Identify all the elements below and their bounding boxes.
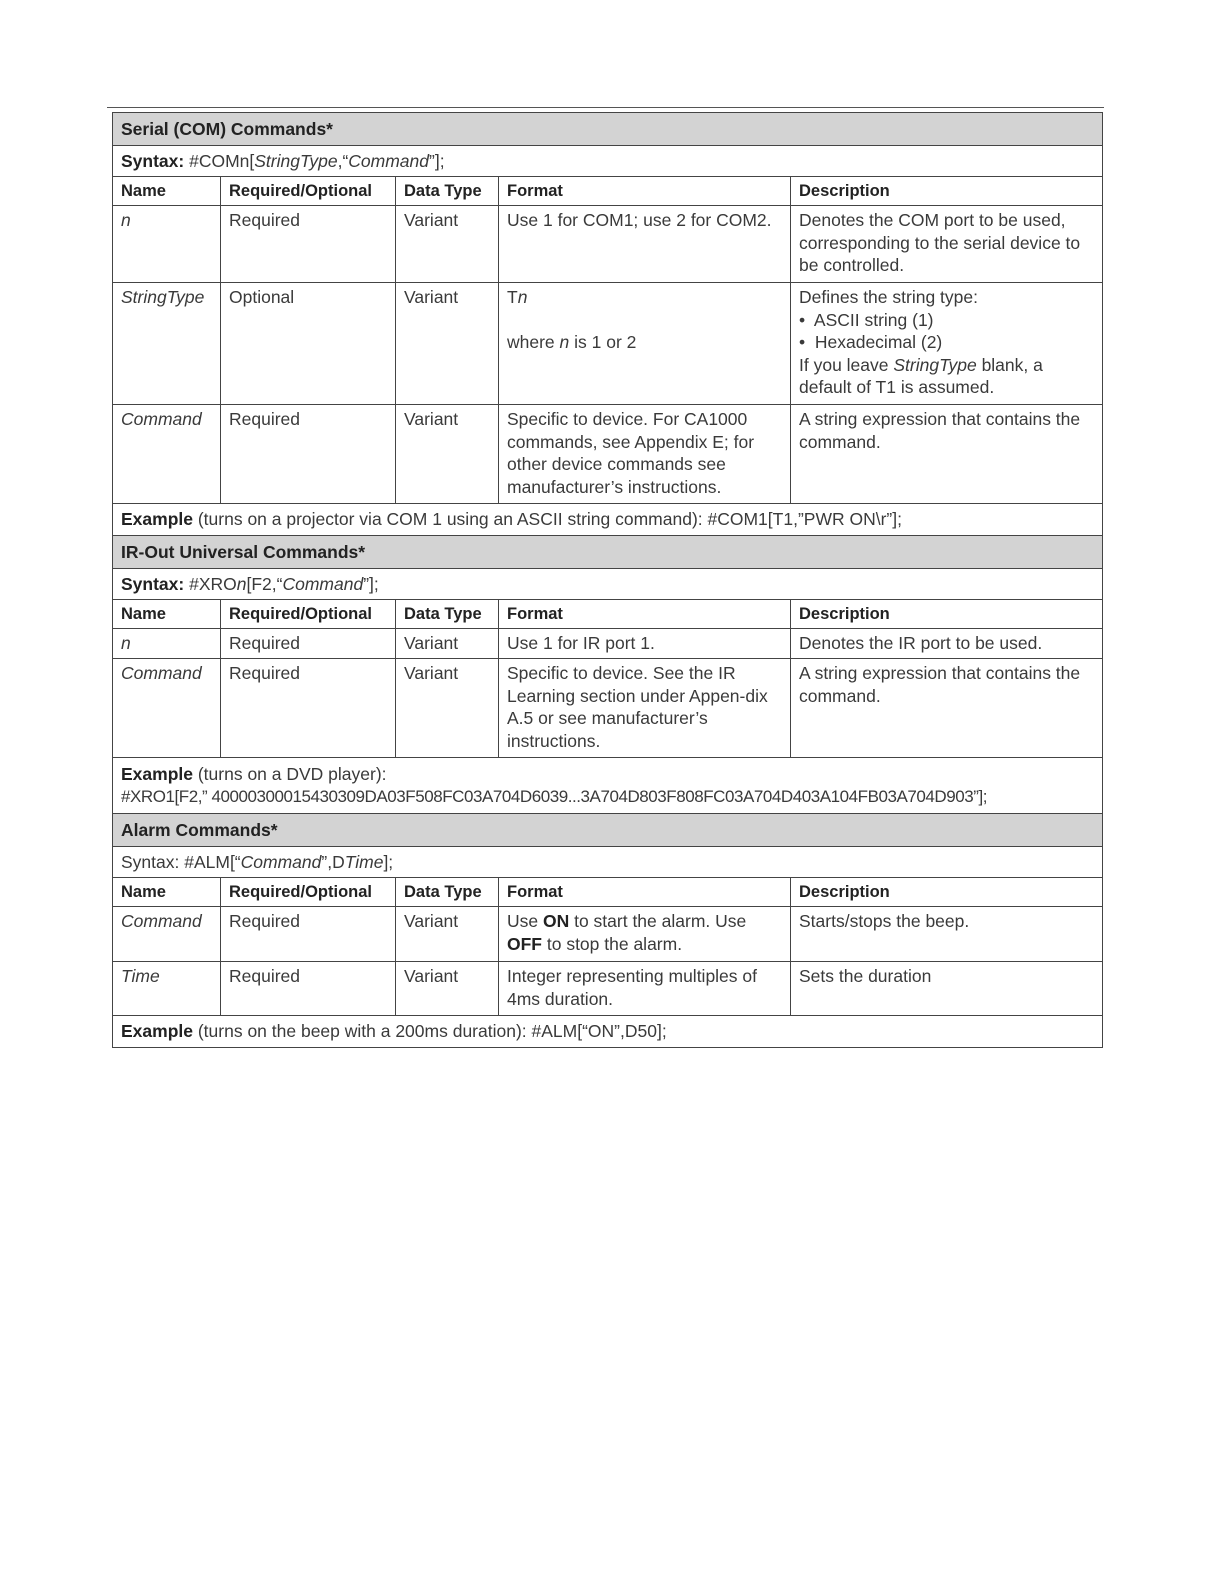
- col-header: Description: [791, 878, 1103, 907]
- col-header: Name: [113, 600, 221, 629]
- format-part: T: [507, 287, 518, 307]
- example-line: [113, 1016, 1103, 1048]
- syntax-part: ”];: [363, 573, 379, 594]
- bullet-text: ASCII string (1): [813, 309, 934, 330]
- desc-part: If you leave: [799, 354, 894, 375]
- syntax-label: Syntax:: [121, 150, 185, 171]
- syntax-part: Command: [348, 150, 430, 171]
- table-row: [113, 962, 1103, 1016]
- syntax-part: n: [236, 573, 247, 594]
- format-part: ON: [542, 911, 570, 931]
- param-description: [791, 283, 1103, 405]
- syntax-part: Syntax: #ALM[“: [121, 851, 241, 872]
- param-name: Command: [113, 907, 221, 962]
- param-type: Variant: [396, 659, 499, 758]
- format-part: OFF: [507, 933, 542, 954]
- param-required: Required: [221, 962, 396, 1016]
- example-row: [113, 1016, 1103, 1048]
- example-label: Example: [121, 509, 193, 530]
- col-header: Data Type: [396, 177, 499, 206]
- section-title: Alarm Commands*: [113, 814, 1103, 847]
- param-required: Required: [221, 206, 396, 283]
- param-description: A string expression that contains the command.: [791, 405, 1103, 504]
- column-header-row: [113, 878, 1103, 907]
- example-label: Example: [121, 763, 193, 784]
- col-header: Required/Optional: [221, 878, 396, 907]
- section-header-serial: [113, 113, 1103, 146]
- col-header: Description: [791, 600, 1103, 629]
- syntax-part: #COMn[: [189, 150, 255, 171]
- param-description: Denotes the COM port to be used, corresponding to the serial device to be controlled.: [791, 206, 1103, 283]
- table-row: [113, 659, 1103, 758]
- param-format: Use 1 for COM1; use 2 for COM2.: [499, 206, 791, 283]
- example-text: (turns on a projector via COM 1 using an ASCII string command): #COM1[T1,”PWR ON\r”];: [192, 509, 902, 530]
- table-row: [113, 907, 1103, 962]
- syntax-row: [113, 569, 1103, 600]
- section-header-alarm: [113, 814, 1103, 847]
- param-required: Required: [221, 629, 396, 659]
- example-row: [113, 504, 1103, 536]
- param-type: Variant: [396, 629, 499, 659]
- param-format: [499, 907, 791, 962]
- example-row: [113, 758, 1103, 814]
- desc-intro: Defines the string type:: [799, 287, 978, 307]
- example-line: [113, 758, 1103, 814]
- syntax-part: StringType: [254, 150, 338, 171]
- param-description: Denotes the IR port to be used.: [791, 629, 1103, 659]
- param-required: Optional: [221, 283, 396, 405]
- table-row: [113, 283, 1103, 405]
- col-header: Data Type: [396, 600, 499, 629]
- param-format: Use 1 for IR port 1.: [499, 629, 791, 659]
- col-header: Name: [113, 878, 221, 907]
- top-rule: [107, 107, 1104, 108]
- example-label: Example: [121, 1021, 193, 1042]
- column-header-row: [113, 177, 1103, 206]
- syntax-part: Command: [282, 573, 364, 594]
- command-reference-table: [112, 112, 1103, 1048]
- param-required: Required: [221, 659, 396, 758]
- param-name: n: [113, 206, 221, 283]
- param-description: Sets the duration: [791, 962, 1103, 1016]
- syntax-label: Syntax:: [121, 573, 185, 594]
- syntax-row: [113, 146, 1103, 177]
- col-header: Format: [499, 177, 791, 206]
- param-type: Variant: [396, 962, 499, 1016]
- param-type: Variant: [396, 907, 499, 962]
- param-format: Specific to device. See the IR Learning section under Appen-dix A.5 or see manufacturer’s instructions.: [499, 659, 791, 758]
- param-name: n: [113, 629, 221, 659]
- format-part: is 1 or 2: [569, 332, 637, 352]
- col-header: Description: [791, 177, 1103, 206]
- syntax-part: [F2,“: [246, 573, 283, 594]
- table-row: [113, 405, 1103, 504]
- col-header: Required/Optional: [221, 177, 396, 206]
- section-header-irout: [113, 536, 1103, 569]
- syntax-part: Time: [344, 851, 384, 872]
- col-header: Format: [499, 600, 791, 629]
- param-type: Variant: [396, 206, 499, 283]
- param-name: Time: [113, 962, 221, 1016]
- col-header: Data Type: [396, 878, 499, 907]
- format-part: to start the alarm. Use: [569, 911, 747, 931]
- section-title: Serial (COM) Commands*: [113, 113, 1103, 146]
- col-header: Required/Optional: [221, 600, 396, 629]
- syntax-part: #XRO: [189, 573, 237, 594]
- col-header: Name: [113, 177, 221, 206]
- param-type: Variant: [396, 283, 499, 405]
- format-part: where: [507, 332, 560, 352]
- bullet-item: • Hexadecimal (2): [799, 332, 943, 352]
- syntax-part: ”];: [429, 150, 445, 171]
- syntax-part: ];: [383, 851, 394, 872]
- param-description: Starts/stops the beep.: [791, 907, 1103, 962]
- desc-part: StringType: [893, 354, 977, 375]
- column-header-row: [113, 600, 1103, 629]
- param-name: StringType: [113, 283, 221, 405]
- param-required: Required: [221, 907, 396, 962]
- format-part: n: [517, 287, 528, 307]
- format-part: Use: [507, 911, 543, 931]
- format-part: to stop the alarm.: [542, 933, 683, 954]
- syntax-line: [113, 569, 1103, 600]
- example-line: [113, 504, 1103, 536]
- param-type: Variant: [396, 405, 499, 504]
- col-header: Format: [499, 878, 791, 907]
- param-format: Integer representing multiples of 4ms duration.: [499, 962, 791, 1016]
- table-row: [113, 206, 1103, 283]
- bullet-text: Hexadecimal (2): [814, 332, 943, 352]
- syntax-line: [113, 146, 1103, 177]
- param-name: Command: [113, 405, 221, 504]
- format-part: n: [559, 332, 570, 352]
- section-title: IR-Out Universal Commands*: [113, 536, 1103, 569]
- param-format: Specific to device. For CA1000 commands, see Appendix E; for other device commands see manufacturer’s instructions.: [499, 405, 791, 504]
- syntax-line: [113, 847, 1103, 878]
- param-required: Required: [221, 405, 396, 504]
- table-row: [113, 629, 1103, 659]
- example-text: (turns on a DVD player):: [192, 763, 387, 784]
- example-code: #XRO1[F2,” 40000300015430309DA03F508FC03A704D6039...3A704D803F808FC03A704D403A104FB03A704D903”];: [121, 787, 988, 806]
- param-format: [499, 283, 791, 405]
- syntax-part: Command: [240, 851, 322, 872]
- syntax-part: ”,D: [321, 851, 345, 872]
- param-name: Command: [113, 659, 221, 758]
- syntax-part: ,“: [337, 150, 349, 171]
- desc-part: blank, a default of T1 is assumed.: [799, 354, 1043, 397]
- syntax-row: [113, 847, 1103, 878]
- example-text: (turns on the beep with a 200ms duration): #ALM[“ON”,D50];: [192, 1021, 667, 1042]
- param-description: A string expression that contains the command.: [791, 659, 1103, 758]
- bullet-item: • ASCII string (1): [799, 309, 934, 330]
